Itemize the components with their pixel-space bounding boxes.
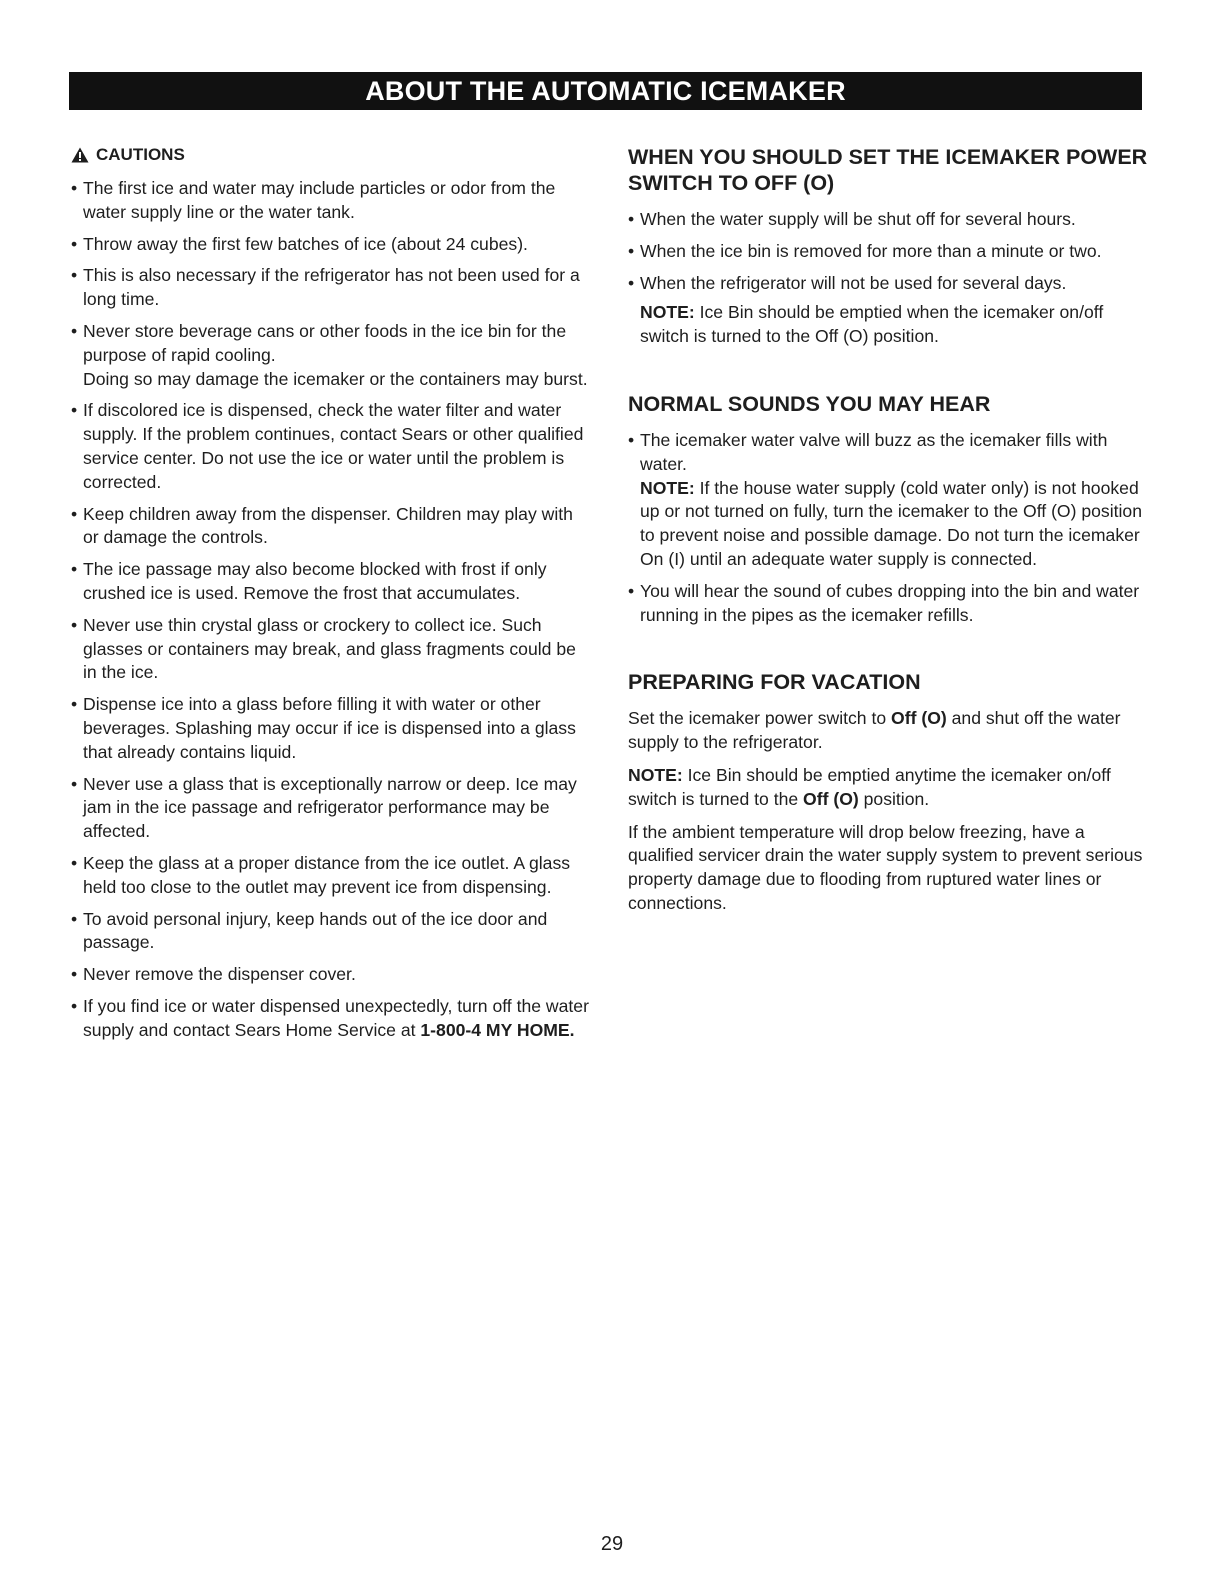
list-item: • Dispense ice into a glass before filling it with water or other beverages. Splashing may occur if ice is dispensed into a glass that already contains liquid. [71, 694, 576, 762]
vacation-heading: PREPARING FOR VACATION [628, 670, 921, 695]
list-item: • Keep the glass at a proper distance from the ice outlet. A glass held too close to the outlet may prevent ice from dispensing. [71, 852, 571, 897]
cautions-heading-text: CAUTIONS [96, 145, 185, 164]
vacation-note: NOTE: Ice Bin should be emptied anytime the icemaker on/off switch is turned to the Off (O) position. [628, 764, 1111, 809]
section-title-banner [69, 72, 1142, 110]
list-item: • You will hear the sound of cubes dropping into the bin and water running in the pipes as the icemaker refills. [628, 580, 1140, 625]
cautions-list [71, 177, 591, 1043]
page-title: ABOUT THE AUTOMATIC ICEMAKER [365, 75, 846, 106]
service-phone-number: 1-800-4 MY HOME. [420, 1019, 575, 1040]
right-column [628, 144, 1148, 925]
list-item: • When the ice bin is removed for more than a minute or two. [628, 240, 1102, 261]
sounds-note: NOTE: If the house water supply (cold water only) is not hooked up or not turned on fully, turn the icemaker to the Off (O) position to prevent noise and possible damage. Do not turn the icemaker On (I) until an adequate water supply is connected. [640, 477, 1143, 569]
sounds-list [628, 429, 1148, 627]
list-item: • Never use a glass that is exceptionally narrow or deep. Ice may jam in the ice passage and refrigerator performance may be affected. [71, 773, 577, 842]
warning-triangle-icon [71, 147, 89, 163]
page-number: 29 [600, 1533, 624, 1555]
list-item: • The ice passage may also become blocked with frost if only crushed ice is used. Remove the frost that accumulates. [71, 559, 547, 603]
list-item: • When the refrigerator will not be used for several days. [628, 272, 1067, 293]
vacation-paragraph: Set the icemaker power switch to Off (O) and shut off the water supply to the refrigerator. [628, 708, 1121, 753]
when-off-heading: WHEN YOU SHOULD SET THE ICEMAKER POWER SWITCH TO OFF (O) [628, 145, 1148, 195]
list-item: • If you find ice or water dispensed unexpectedly, turn off the water supply and contact Sears Home Service at 1-800-4 MY HOME. [71, 995, 589, 1040]
when-off-note: NOTE: Ice Bin should be emptied when the icemaker on/off switch is turned to the Off (O) position. [640, 302, 1104, 347]
list-item: • Never remove the dispenser cover. [71, 964, 356, 985]
list-item: • To avoid personal injury, keep hands out of the ice door and passage. [71, 908, 548, 953]
list-item: • Throw away the first few batches of ice (about 24 cubes). [71, 233, 528, 254]
list-item: • Never use thin crystal glass or crockery to collect ice. Such glasses or containers may break, and glass fragments could be in the ice. [71, 614, 576, 683]
list-item: • If discolored ice is dispensed, check the water filter and water supply. If the problem continues, contact Sears or other qualified service center. Do not use the ice or water until the problem is corrected. [71, 400, 584, 492]
sounds-heading: NORMAL SOUNDS YOU MAY HEAR [628, 391, 991, 416]
list-item: • Keep children away from the dispenser. Children may play with or damage the controls. [71, 503, 573, 548]
cautions-column [71, 145, 591, 1051]
list-item: • The icemaker water valve will buzz as the icemaker fills with water. NOTE: If the house water supply (cold water only) is not hooked up or not turned on fully, turn the icemaker to the Off (O) position to prevent noise and possible damage. Do not turn the icemaker On (I) until an adequate water supply is connected. [628, 429, 1148, 572]
list-item: • The first ice and water may include particles or odor from the water supply line or the water tank. [71, 178, 556, 222]
cautions-heading [71, 145, 591, 165]
list-item: • When the water supply will be shut off for several hours. [628, 209, 1076, 229]
list-item: • This is also necessary if the refrigerator has not been used for a long time. [71, 265, 580, 310]
vacation-freeze-paragraph: If the ambient temperature will drop below freezing, have a qualified servicer drain the water supply system to prevent serious property damage due to flooding from ruptured water lines or connections. [628, 821, 1143, 913]
when-off-list [628, 208, 1148, 295]
list-item: • Never store beverage cans or other foods in the ice bin for the purpose of rapid cooling. Doing so may damage the icemaker or the containers may burst. [71, 320, 588, 389]
